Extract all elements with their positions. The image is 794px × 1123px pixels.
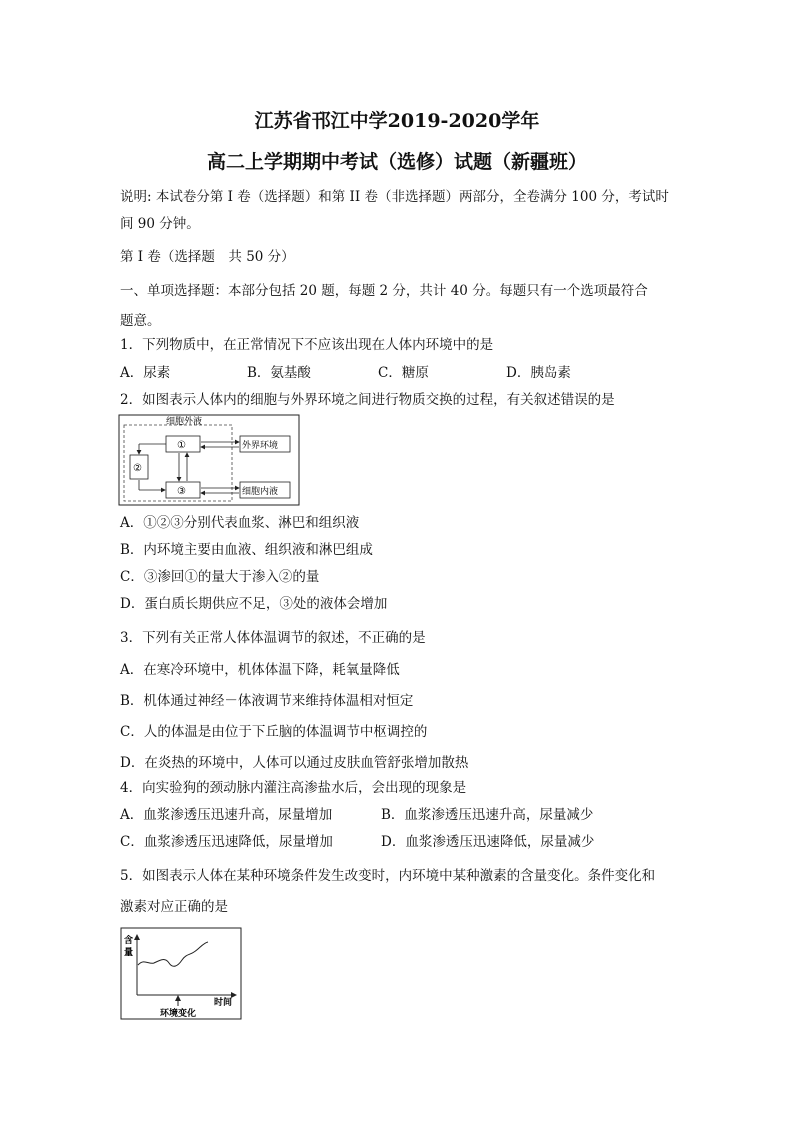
intracellular-fluid-label: 细胞内液: [242, 487, 279, 497]
q3-option-b: B．机体通过神经－体液调节来维持体温相对恒定: [120, 693, 414, 709]
q3-stem: 3．下列有关正常人体体温调节的叙述，不正确的是: [120, 630, 426, 646]
instructions-line1: 说明: 本试卷分第 I 卷（选择题）和第 II 卷（非选择题）两部分，全卷满分 100 分，考试时: [120, 189, 669, 205]
q2-option-b: B．内环境主要由血液、组织液和淋巴组成: [120, 542, 373, 558]
node-3-label: ③: [177, 486, 186, 497]
q3-option-c: C．人的体温是由位于下丘脑的体温调节中枢调控的: [120, 724, 428, 740]
hormone-curve: [138, 942, 208, 966]
q2-option-a: A．①②③分别代表血浆、淋巴和组织液: [120, 515, 360, 531]
q4-option-c: C．血浆渗透压迅速降低，尿量增加: [120, 834, 333, 850]
q2-stem: 2．如图表示人体内的细胞与外界环境之间进行物质交换的过程，有关叙述错误的是: [120, 392, 615, 408]
q3-option-d: D．在炎热的环境中，人体可以通过皮肤血管舒张增加散热: [120, 755, 469, 771]
q2-exchange-diagram: [118, 414, 300, 506]
node-1-label: ①: [177, 440, 186, 451]
instructions-line2: 间 90 分钟。: [120, 216, 200, 232]
q4-stem: 4．向实验狗的颈动脉内灌注高渗盐水后，会出现的现象是: [120, 780, 467, 796]
y-axis-label-2: 量: [124, 948, 134, 958]
q5-stem-line1: 5．如图表示人体在某种环境条件发生改变时，内环境中某种激素的含量变化。条件变化和: [120, 868, 656, 884]
part1-header: 第 I 卷（选择题 共 50 分）: [120, 249, 295, 265]
y-axis-label-1: 含: [124, 936, 134, 946]
q4-option-d: D．血浆渗透压迅速降低，尿量减少: [381, 834, 595, 850]
q3-option-a: A．在寒冷环境中，机体体温下降，耗氧量降低: [120, 662, 400, 678]
q4-option-b: B．血浆渗透压迅速升高，尿量减少: [381, 807, 594, 823]
q1-option-c: C．糖原: [378, 365, 429, 381]
section1-header-line2: 题意。: [120, 313, 161, 329]
q1-option-d: D．胰岛素: [506, 365, 571, 381]
node-2-label: ②: [133, 463, 142, 474]
q5-stem-line2: 激素对应正确的是: [120, 899, 228, 915]
extracellular-fluid-label: 细胞外液: [166, 417, 203, 427]
q2-option-c: C．③渗回①的量大于渗入②的量: [120, 569, 320, 585]
section1-header-line1: 一、单项选择题：本部分包括 20 题，每题 2 分，共计 40 分。每题只有一个选项最符合: [120, 283, 648, 299]
q1-stem: 1．下列物质中，在正常情况下不应该出现在人体内环境中的是: [120, 337, 494, 353]
environment-change-label: 环境变化: [160, 1009, 197, 1019]
external-environment-label: 外界环境: [242, 441, 279, 451]
q2-option-d: D．蛋白质长期供应不足，③处的液体会增加: [120, 596, 388, 612]
q4-option-a: A．血浆渗透压迅速升高，尿量增加: [120, 807, 333, 823]
q5-hormone-graph: [120, 927, 242, 1020]
document-title-line1: 江苏省邗江中学2019-2020学年: [254, 110, 540, 132]
document-title-line2: 高二上学期期中考试（选修）试题（新疆班）: [206, 151, 587, 173]
q1-option-a: A．尿素: [120, 365, 171, 381]
x-axis-label: 时间: [214, 998, 233, 1008]
q1-option-b: B．氨基酸: [247, 365, 311, 381]
